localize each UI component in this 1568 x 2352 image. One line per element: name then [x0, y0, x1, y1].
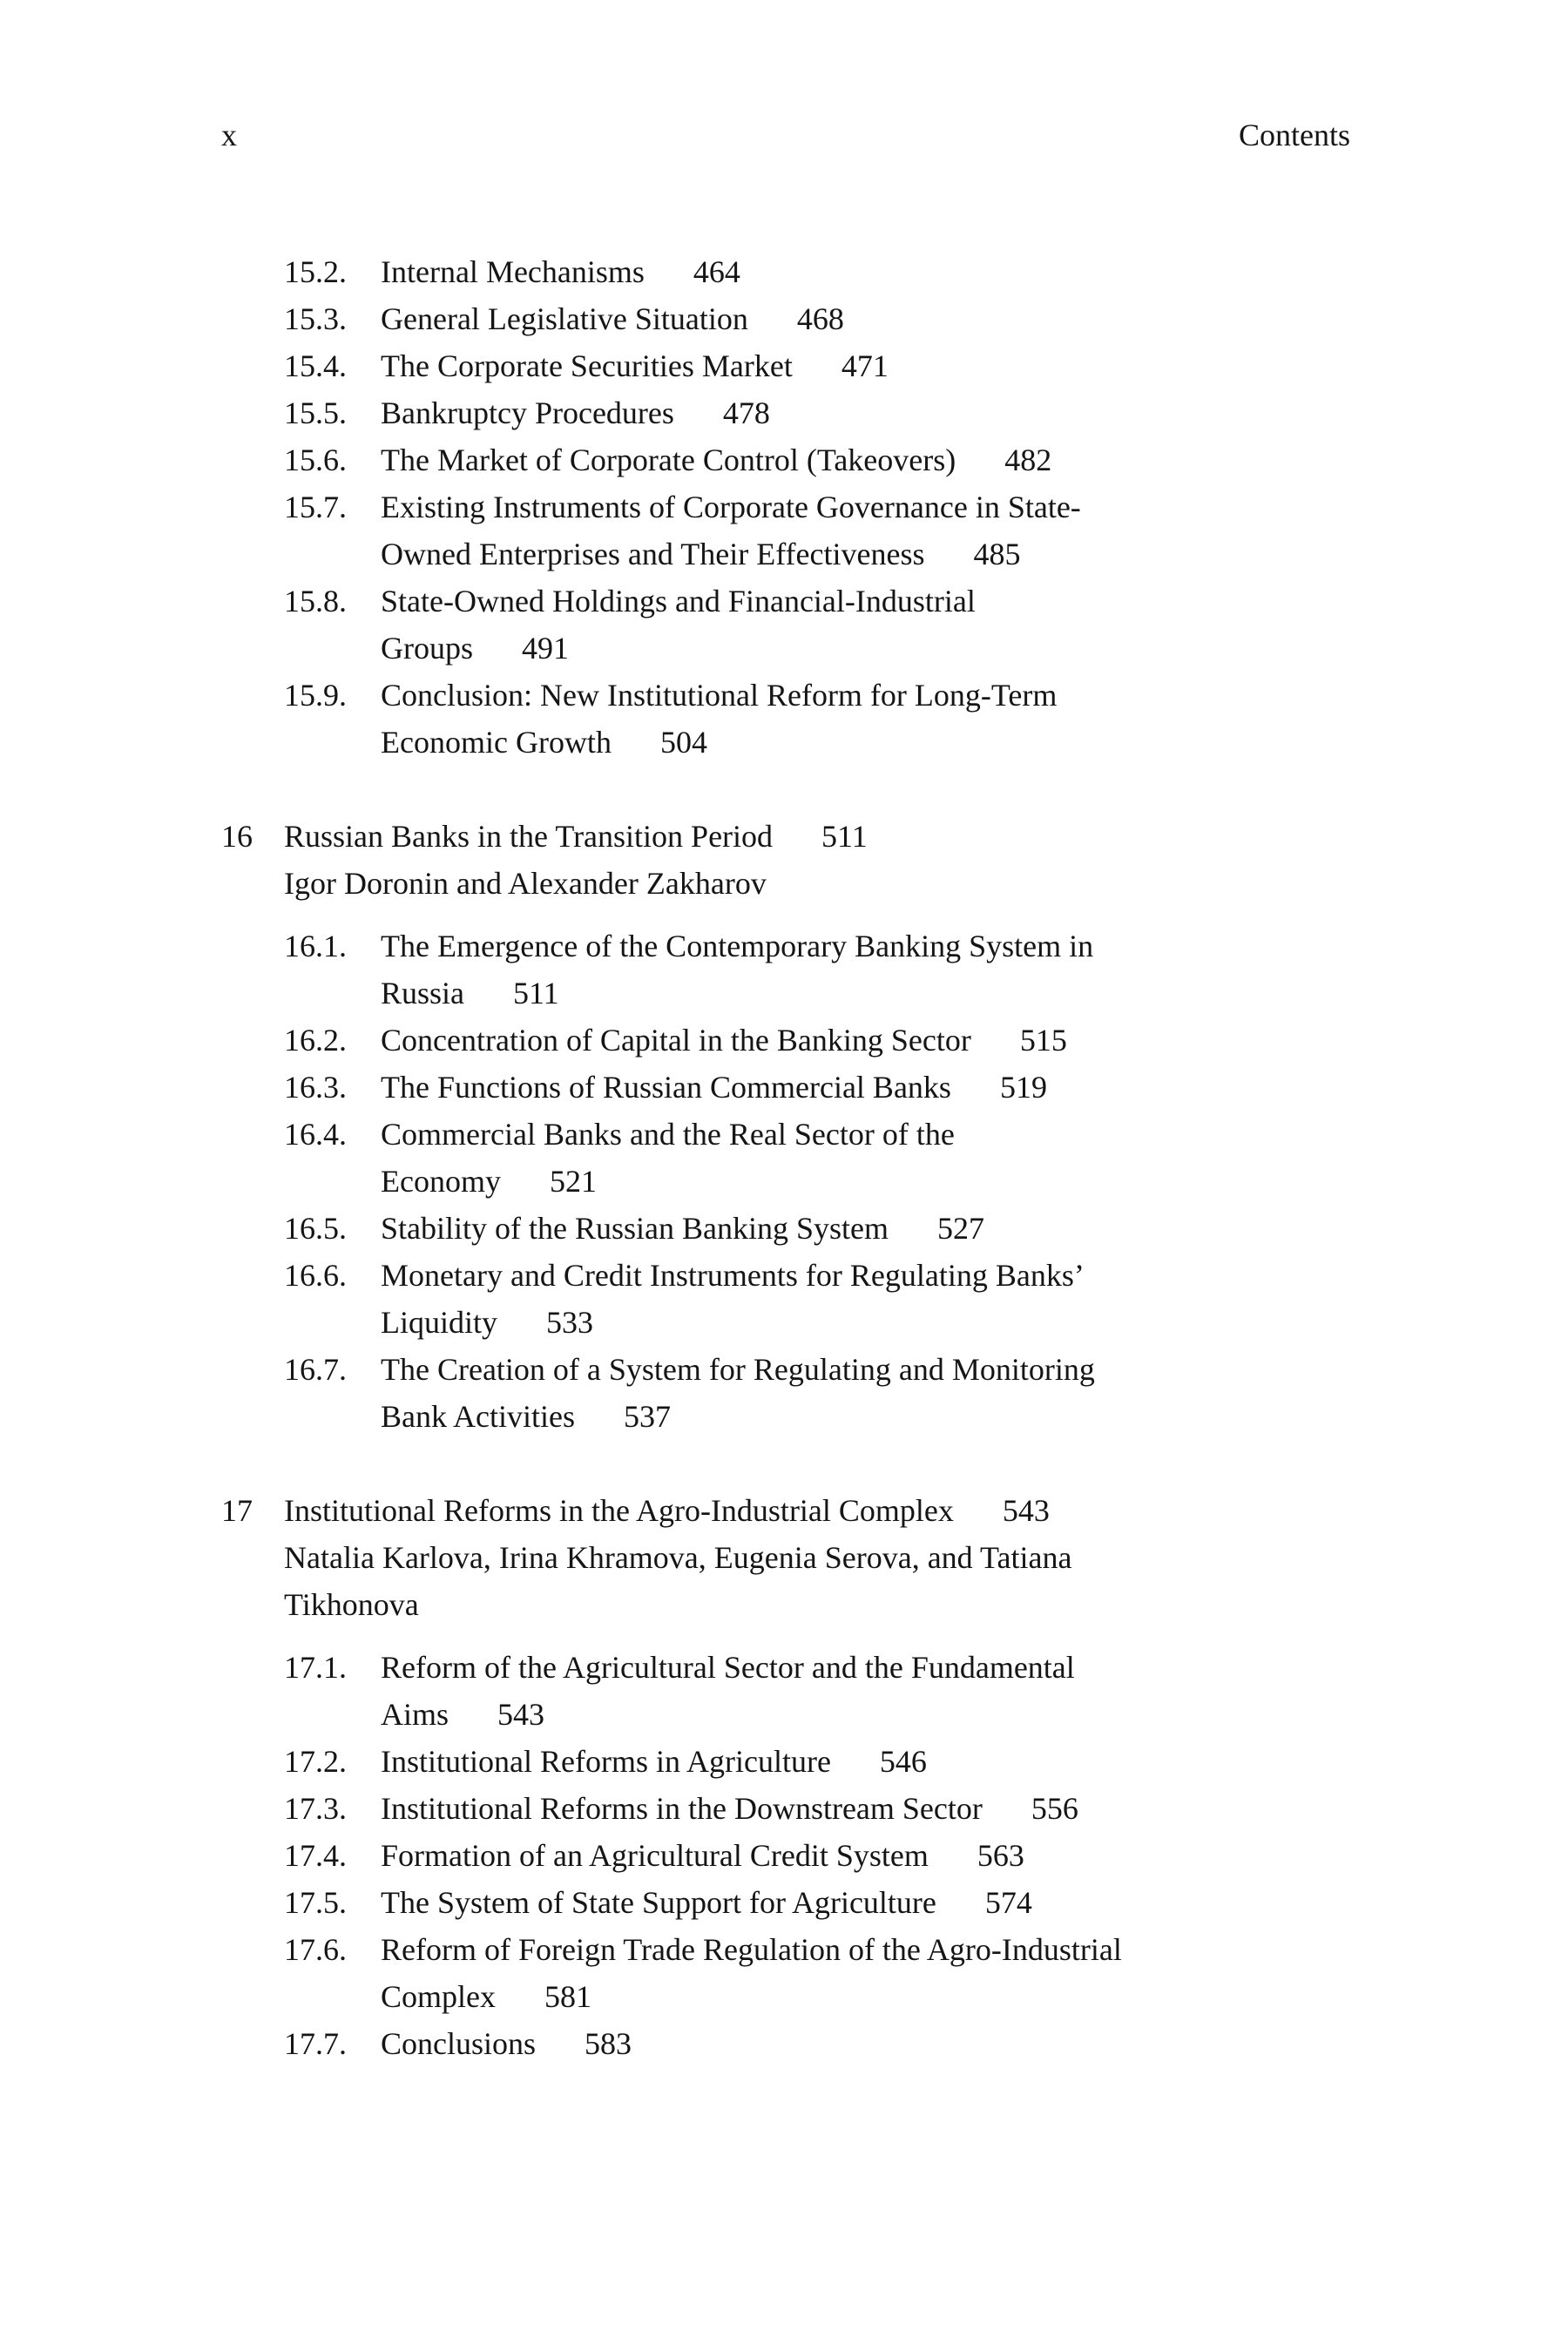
section-title: Concentration of Capital in the Banking Sector: [381, 1023, 971, 1058]
section-title: The System of State Support for Agriculture: [381, 1885, 936, 1920]
page-number: 533: [546, 1305, 593, 1340]
entry-text: [381, 1879, 1350, 1926]
entry-text: [381, 923, 1350, 1017]
section-number: 15.8.: [284, 584, 347, 618]
section-title-line: Complex: [381, 1979, 496, 2014]
section-title-line: Bank Activities: [381, 1399, 575, 1434]
entry-text: [381, 1205, 1350, 1252]
toc-entry: [284, 1252, 1350, 1346]
page-number: 504: [659, 725, 707, 760]
toc-entry: [284, 248, 1350, 295]
toc-entry: [284, 483, 1350, 578]
section-number: 17.7.: [284, 2026, 347, 2061]
page-number: 543: [1002, 1493, 1050, 1528]
entry-text: [381, 1926, 1350, 2020]
toc-entry: [284, 1738, 1350, 1785]
section-title-line: Economic Growth: [381, 725, 612, 760]
page-number: 546: [879, 1744, 927, 1779]
section-title: General Legislative Situation: [381, 301, 748, 336]
entry-text: [381, 295, 1350, 342]
page-number: 471: [841, 348, 889, 383]
running-head: [221, 118, 1350, 152]
section-title-line: Aims: [381, 1697, 449, 1732]
section-title-line: Economy: [381, 1164, 501, 1199]
section-title-line: Reform of the Agricultural Sector and the Fundamental: [381, 1650, 1075, 1685]
section-title: The Functions of Russian Commercial Banks: [381, 1070, 951, 1105]
entry-text: [381, 342, 1350, 389]
section-title: Formation of an Agricultural Credit System: [381, 1838, 929, 1873]
section-number: 15.6.: [284, 443, 347, 477]
page-number: 468: [796, 301, 844, 336]
page-number: 482: [1004, 443, 1052, 477]
section-title: Institutional Reforms in the Downstream Sector: [381, 1791, 983, 1826]
section-number: 17.2.: [284, 1744, 347, 1779]
section-title-line: Conclusion: New Institutional Reform for Long-Term: [381, 678, 1058, 713]
section-number: 15.7.: [284, 490, 347, 524]
toc-entry: [284, 436, 1350, 483]
page-number: 519: [999, 1070, 1047, 1105]
chapter-heading: [221, 813, 1350, 860]
authors-line: Igor Doronin and Alexander Zakharov: [284, 866, 767, 901]
toc-entry: [284, 342, 1350, 389]
section-title: Institutional Reforms in Agriculture: [381, 1744, 831, 1779]
section-number: 16.7.: [284, 1352, 347, 1387]
toc-entry: [284, 1017, 1350, 1064]
page-number: 511: [821, 819, 868, 854]
toc-entry: [284, 1879, 1350, 1926]
section-title-line: Existing Instruments of Corporate Governance in State-: [381, 490, 1081, 524]
section-number: 17.4.: [284, 1838, 347, 1873]
running-head-title: Contents: [1238, 118, 1350, 152]
page-number: 527: [937, 1211, 984, 1246]
section-number: 15.2.: [284, 254, 347, 289]
page-number: 537: [623, 1399, 671, 1434]
page-number: 563: [977, 1838, 1024, 1873]
section-number: 15.9.: [284, 678, 347, 713]
toc-entry: [284, 1926, 1350, 2020]
section-number: 16.6.: [284, 1258, 347, 1293]
chapter-number: 17: [221, 1493, 253, 1528]
toc-entry: [284, 2020, 1350, 2067]
page-number: 581: [544, 1979, 591, 2014]
toc-entry: [284, 923, 1350, 1017]
toc-entry: [284, 1064, 1350, 1111]
chapter-title: Russian Banks in the Transition Period: [284, 819, 774, 854]
section-title-line: Monetary and Credit Instruments for Regulating Banks’: [381, 1258, 1085, 1293]
entry-text: [381, 1644, 1350, 1738]
page-number: 478: [722, 395, 770, 430]
section-number: 17.1.: [284, 1650, 347, 1685]
page-folio: x: [221, 118, 237, 152]
chapter-title: Institutional Reforms in the Agro-Industrial Complex: [284, 1493, 954, 1528]
toc-entry: [284, 1111, 1350, 1205]
section-number: 16.1.: [284, 929, 347, 963]
chapter-number: 16: [221, 819, 253, 854]
section-title-line: State-Owned Holdings and Financial-Industrial: [381, 584, 976, 618]
section-title: Conclusions: [381, 2026, 537, 2061]
entry-text: [381, 483, 1350, 578]
page-number: 491: [522, 631, 569, 666]
section-title: Internal Mechanisms: [381, 254, 645, 289]
toc-entry: [284, 295, 1350, 342]
entry-text: [381, 389, 1350, 436]
page-number: 543: [497, 1697, 545, 1732]
section-title: Bankruptcy Procedures: [381, 395, 674, 430]
entry-text: [381, 578, 1350, 672]
entry-text: [381, 1252, 1350, 1346]
page-number: 556: [1031, 1791, 1078, 1826]
entry-text: [381, 672, 1350, 766]
section-title-line: Liquidity: [381, 1305, 497, 1340]
entry-text: [381, 2020, 1350, 2067]
section-number: 15.4.: [284, 348, 347, 383]
entry-text: [381, 1832, 1350, 1879]
toc-entry: [284, 1785, 1350, 1832]
section-title-line: Commercial Banks and the Real Sector of the: [381, 1117, 955, 1152]
authors-line: Natalia Karlova, Irina Khramova, Eugenia Serova, and Tatiana: [284, 1540, 1072, 1575]
entry-text: [381, 1738, 1350, 1785]
section-title: The Corporate Securities Market: [381, 348, 793, 383]
section-title-line: Groups: [381, 631, 473, 666]
entry-text: [381, 248, 1350, 295]
section-number: 15.5.: [284, 395, 347, 430]
toc-entry: [284, 1205, 1350, 1252]
section-number: 17.5.: [284, 1885, 347, 1920]
section-title-line: Reform of Foreign Trade Regulation of the Agro-Industrial: [381, 1932, 1122, 1967]
entry-text: [381, 1111, 1350, 1205]
section-title-line: Russia: [381, 976, 465, 1010]
authors-line: Tikhonova: [284, 1587, 419, 1622]
section-number: 17.6.: [284, 1932, 347, 1967]
page-number: 574: [984, 1885, 1032, 1920]
section-number: 16.5.: [284, 1211, 347, 1246]
toc-entry: [284, 578, 1350, 672]
chapter-authors: [284, 860, 1350, 907]
section-number: 16.4.: [284, 1117, 347, 1152]
section-title-line: The Creation of a System for Regulating and Monitoring: [381, 1352, 1095, 1387]
toc-entry: [284, 1832, 1350, 1879]
section-number: 15.3.: [284, 301, 347, 336]
entry-text: [381, 1785, 1350, 1832]
toc-entry: [284, 389, 1350, 436]
toc-entry: [284, 1644, 1350, 1738]
section-number: 17.3.: [284, 1791, 347, 1826]
section-title-line: Owned Enterprises and Their Effectiveness: [381, 537, 925, 571]
toc-entry: [284, 672, 1350, 766]
page-number: 521: [549, 1164, 597, 1199]
entry-text: [381, 436, 1350, 483]
section-number: 16.2.: [284, 1023, 347, 1058]
chapter-authors: [284, 1534, 1350, 1628]
section-title: The Market of Corporate Control (Takeovers): [381, 443, 956, 477]
section-title: Stability of the Russian Banking System: [381, 1211, 889, 1246]
page-number: 515: [1019, 1023, 1067, 1058]
toc-entry: [284, 1346, 1350, 1440]
entry-text: [381, 1346, 1350, 1440]
entry-text: [381, 1017, 1350, 1064]
page-number: 583: [585, 2026, 632, 2061]
page-number: 485: [973, 537, 1021, 571]
entry-text: [381, 1064, 1350, 1111]
page-number: 511: [513, 976, 559, 1010]
section-number: 16.3.: [284, 1070, 347, 1105]
page-number: 464: [693, 254, 740, 289]
table-of-contents: [221, 248, 1350, 2067]
chapter-heading: [221, 1487, 1350, 1534]
section-title-line: The Emergence of the Contemporary Banking System in: [381, 929, 1094, 963]
